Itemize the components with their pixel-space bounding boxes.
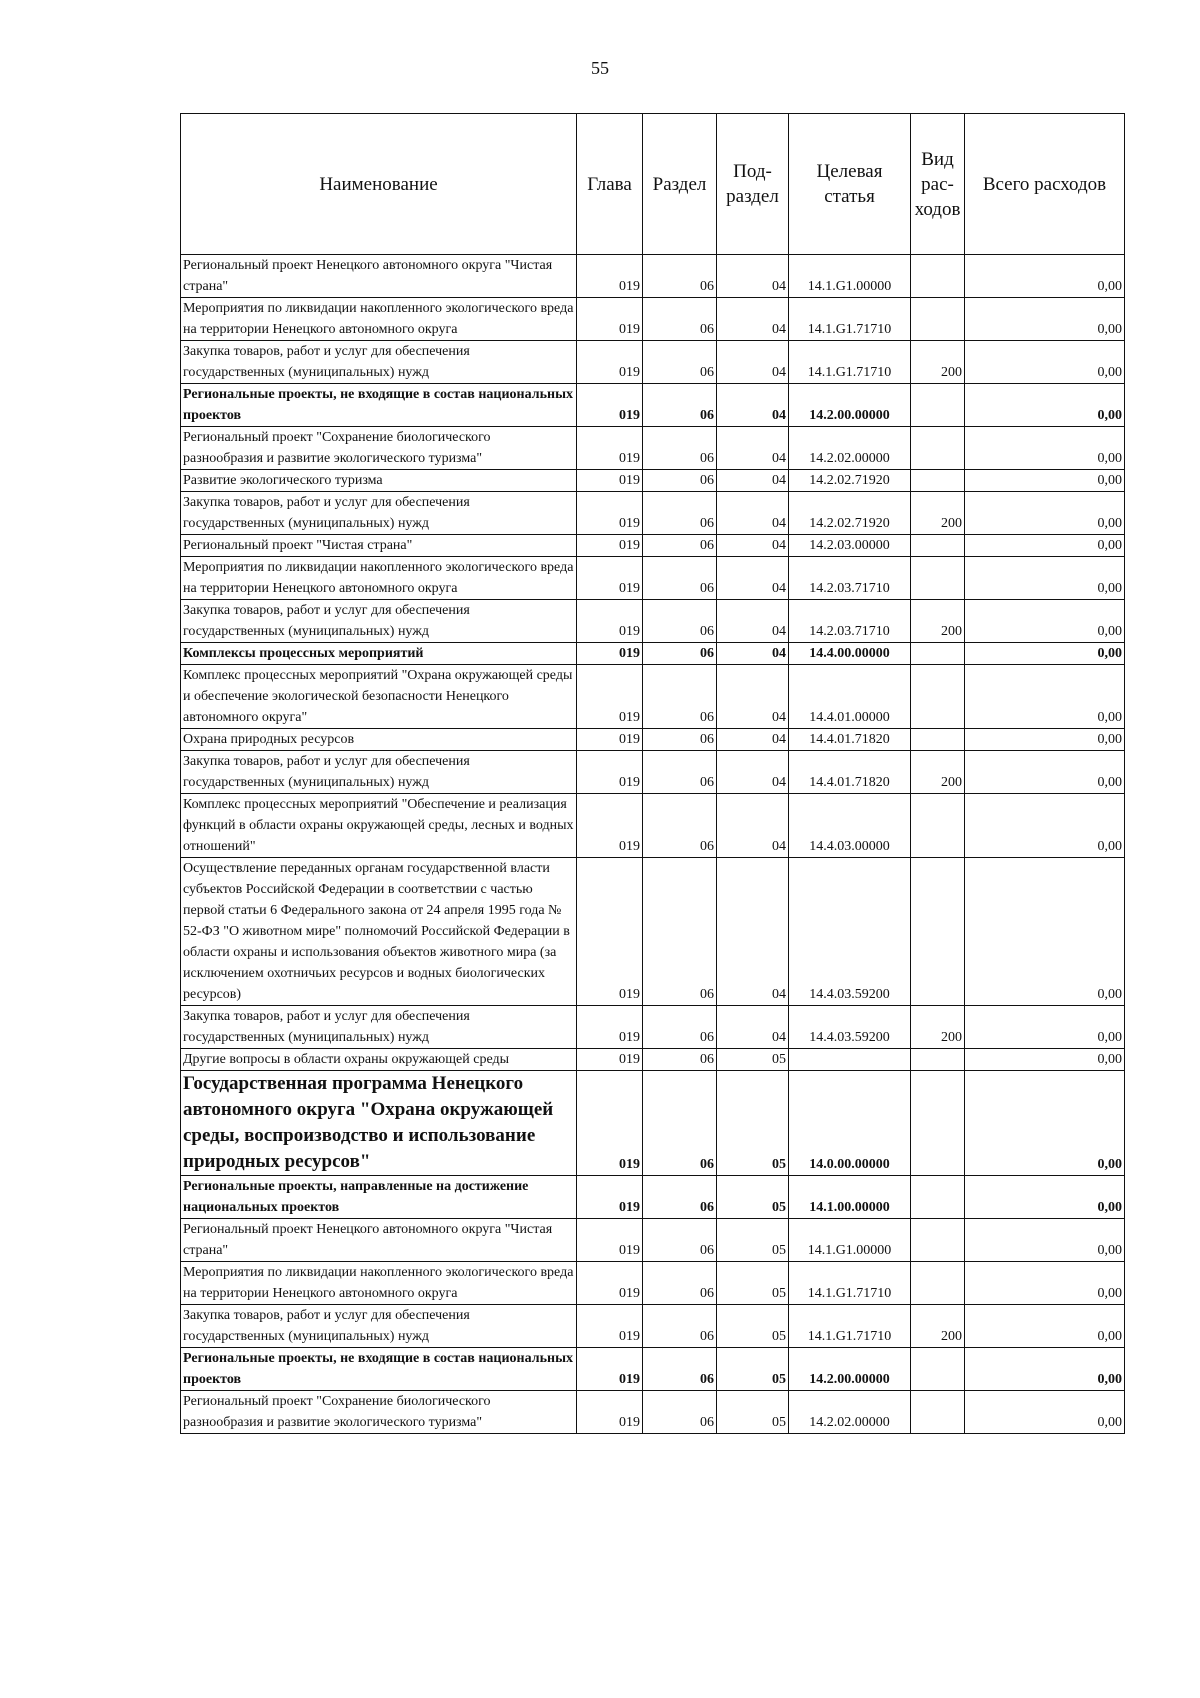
cell-total: 0,00 bbox=[965, 665, 1125, 729]
cell-statya: 14.2.02.71920 bbox=[789, 470, 911, 492]
cell-total: 0,00 bbox=[965, 1391, 1125, 1434]
cell-total: 0,00 bbox=[965, 794, 1125, 858]
cell-razdel: 06 bbox=[643, 1219, 717, 1262]
cell-total: 0,00 bbox=[965, 1305, 1125, 1348]
cell-vid bbox=[911, 1348, 965, 1391]
table-row bbox=[181, 255, 1125, 298]
cell-vid bbox=[911, 858, 965, 1006]
table-row bbox=[181, 1006, 1125, 1049]
cell-razdel: 06 bbox=[643, 1071, 717, 1176]
cell-glava: 019 bbox=[577, 1348, 643, 1391]
cell-razdel: 06 bbox=[643, 255, 717, 298]
cell-vid bbox=[911, 535, 965, 557]
cell-statya: 14.4.03.00000 bbox=[789, 794, 911, 858]
cell-total: 0,00 bbox=[965, 600, 1125, 643]
cell-podrazdel: 04 bbox=[717, 341, 789, 384]
table-row bbox=[181, 1176, 1125, 1219]
cell-razdel: 06 bbox=[643, 1305, 717, 1348]
header-total: Всего расходов bbox=[965, 114, 1125, 255]
table-row bbox=[181, 535, 1125, 557]
cell-podrazdel: 04 bbox=[717, 858, 789, 1006]
cell-vid bbox=[911, 1391, 965, 1434]
cell-vid bbox=[911, 665, 965, 729]
cell-name: Региональный проект "Чистая страна" bbox=[181, 535, 577, 557]
cell-podrazdel: 05 bbox=[717, 1176, 789, 1219]
cell-name: Региональные проекты, не входящие в состав национальных проектов bbox=[181, 384, 577, 427]
cell-vid: 200 bbox=[911, 1006, 965, 1049]
cell-name: Комплекс процессных мероприятий "Охрана окружающей среды и обеспечение экологической безопасности Ненецкого автономного округа" bbox=[181, 665, 577, 729]
cell-glava: 019 bbox=[577, 384, 643, 427]
cell-vid bbox=[911, 1176, 965, 1219]
cell-podrazdel: 05 bbox=[717, 1049, 789, 1071]
cell-razdel: 06 bbox=[643, 427, 717, 470]
cell-statya: 14.2.03.71710 bbox=[789, 600, 911, 643]
cell-razdel: 06 bbox=[643, 1262, 717, 1305]
cell-podrazdel: 04 bbox=[717, 255, 789, 298]
cell-statya: 14.1.G1.71710 bbox=[789, 1305, 911, 1348]
cell-razdel: 06 bbox=[643, 341, 717, 384]
cell-razdel: 06 bbox=[643, 600, 717, 643]
cell-glava: 019 bbox=[577, 341, 643, 384]
cell-statya: 14.1.G1.71710 bbox=[789, 1262, 911, 1305]
cell-vid bbox=[911, 255, 965, 298]
cell-name: Комплекс процессных мероприятий "Обеспечение и реализация функций в области охраны окружающей среды, лесных и водных отношений" bbox=[181, 794, 577, 858]
cell-name: Региональный проект Ненецкого автономного округа "Чистая страна" bbox=[181, 1219, 577, 1262]
table-row bbox=[181, 1219, 1125, 1262]
cell-total: 0,00 bbox=[965, 1176, 1125, 1219]
cell-vid bbox=[911, 298, 965, 341]
cell-razdel: 06 bbox=[643, 492, 717, 535]
table-row bbox=[181, 729, 1125, 751]
table-row bbox=[181, 600, 1125, 643]
header-vid: Вид рас- ходов bbox=[911, 114, 965, 255]
cell-glava: 019 bbox=[577, 1305, 643, 1348]
cell-name: Региональный проект Ненецкого автономного округа "Чистая страна" bbox=[181, 255, 577, 298]
cell-podrazdel: 04 bbox=[717, 298, 789, 341]
cell-vid: 200 bbox=[911, 600, 965, 643]
table-row bbox=[181, 665, 1125, 729]
cell-razdel: 06 bbox=[643, 729, 717, 751]
cell-glava: 019 bbox=[577, 665, 643, 729]
cell-total: 0,00 bbox=[965, 384, 1125, 427]
cell-razdel: 06 bbox=[643, 751, 717, 794]
cell-podrazdel: 05 bbox=[717, 1391, 789, 1434]
cell-name: Государственная программа Ненецкого автономного округа "Охрана окружающей среды, воспроизводство и использование природных ресурсов" bbox=[181, 1071, 577, 1176]
table-row bbox=[181, 384, 1125, 427]
cell-total: 0,00 bbox=[965, 643, 1125, 665]
cell-vid bbox=[911, 1262, 965, 1305]
cell-statya: 14.2.02.00000 bbox=[789, 427, 911, 470]
cell-glava: 019 bbox=[577, 492, 643, 535]
table-header-row bbox=[181, 114, 1125, 255]
cell-vid bbox=[911, 729, 965, 751]
cell-name: Региональные проекты, направленные на достижение национальных проектов bbox=[181, 1176, 577, 1219]
table-row bbox=[181, 1305, 1125, 1348]
cell-podrazdel: 04 bbox=[717, 557, 789, 600]
cell-total: 0,00 bbox=[965, 1348, 1125, 1391]
cell-glava: 019 bbox=[577, 1262, 643, 1305]
cell-razdel: 06 bbox=[643, 1391, 717, 1434]
header-name: Наименование bbox=[181, 114, 577, 255]
cell-name: Региональный проект "Сохранение биологического разнообразия и развитие экологического туризма" bbox=[181, 427, 577, 470]
cell-vid bbox=[911, 384, 965, 427]
cell-name: Комплексы процессных мероприятий bbox=[181, 643, 577, 665]
table-row bbox=[181, 643, 1125, 665]
cell-name: Осуществление переданных органам государственной власти субъектов Российской Федерации в соответствии с частью первой статьи 6 Федерального закона от 24 апреля 1995 года № 52-ФЗ "О животном мире" полномочий Российской Федерации в области охраны и использования объектов животного мира (за исключением охотничьих ресурсов и водных биологических ресурсов) bbox=[181, 858, 577, 1006]
cell-statya: 14.4.01.71820 bbox=[789, 729, 911, 751]
cell-podrazdel: 04 bbox=[717, 470, 789, 492]
cell-statya: 14.1.G1.00000 bbox=[789, 1219, 911, 1262]
cell-name: Закупка товаров, работ и услуг для обеспечения государственных (муниципальных) нужд bbox=[181, 341, 577, 384]
cell-glava: 019 bbox=[577, 470, 643, 492]
cell-statya: 14.2.02.00000 bbox=[789, 1391, 911, 1434]
cell-podrazdel: 05 bbox=[717, 1219, 789, 1262]
cell-vid bbox=[911, 1049, 965, 1071]
table-row bbox=[181, 1071, 1125, 1176]
cell-glava: 019 bbox=[577, 729, 643, 751]
cell-total: 0,00 bbox=[965, 858, 1125, 1006]
cell-vid bbox=[911, 557, 965, 600]
cell-statya: 14.4.03.59200 bbox=[789, 1006, 911, 1049]
cell-glava: 019 bbox=[577, 1071, 643, 1176]
cell-total: 0,00 bbox=[965, 1049, 1125, 1071]
table-row bbox=[181, 557, 1125, 600]
table-row bbox=[181, 1348, 1125, 1391]
cell-total: 0,00 bbox=[965, 427, 1125, 470]
cell-razdel: 06 bbox=[643, 535, 717, 557]
cell-podrazdel: 04 bbox=[717, 751, 789, 794]
cell-name: Закупка товаров, работ и услуг для обеспечения государственных (муниципальных) нужд bbox=[181, 1006, 577, 1049]
cell-statya: 14.4.00.00000 bbox=[789, 643, 911, 665]
cell-razdel: 06 bbox=[643, 470, 717, 492]
cell-name: Закупка товаров, работ и услуг для обеспечения государственных (муниципальных) нужд bbox=[181, 600, 577, 643]
cell-statya: 14.4.01.00000 bbox=[789, 665, 911, 729]
table-row bbox=[181, 858, 1125, 1006]
cell-vid: 200 bbox=[911, 341, 965, 384]
cell-podrazdel: 04 bbox=[717, 665, 789, 729]
cell-podrazdel: 04 bbox=[717, 427, 789, 470]
cell-glava: 019 bbox=[577, 1391, 643, 1434]
cell-glava: 019 bbox=[577, 427, 643, 470]
cell-glava: 019 bbox=[577, 1219, 643, 1262]
cell-razdel: 06 bbox=[643, 1049, 717, 1071]
cell-vid bbox=[911, 470, 965, 492]
cell-total: 0,00 bbox=[965, 1262, 1125, 1305]
cell-glava: 019 bbox=[577, 751, 643, 794]
header-podrazdel: Под- раздел bbox=[717, 114, 789, 255]
cell-glava: 019 bbox=[577, 298, 643, 341]
cell-name: Мероприятия по ликвидации накопленного экологического вреда на территории Ненецкого автономного округа bbox=[181, 557, 577, 600]
cell-total: 0,00 bbox=[965, 751, 1125, 794]
cell-glava: 019 bbox=[577, 1049, 643, 1071]
header-glava: Глава bbox=[577, 114, 643, 255]
cell-glava: 019 bbox=[577, 858, 643, 1006]
cell-vid bbox=[911, 794, 965, 858]
cell-razdel: 06 bbox=[643, 1176, 717, 1219]
cell-razdel: 06 bbox=[643, 858, 717, 1006]
cell-name: Другие вопросы в области охраны окружающей среды bbox=[181, 1049, 577, 1071]
cell-razdel: 06 bbox=[643, 1006, 717, 1049]
cell-statya: 14.4.03.59200 bbox=[789, 858, 911, 1006]
cell-total: 0,00 bbox=[965, 470, 1125, 492]
page-number: 55 bbox=[591, 58, 609, 78]
cell-podrazdel: 04 bbox=[717, 729, 789, 751]
cell-razdel: 06 bbox=[643, 384, 717, 427]
cell-razdel: 06 bbox=[643, 557, 717, 600]
cell-name: Региональные проекты, не входящие в состав национальных проектов bbox=[181, 1348, 577, 1391]
cell-total: 0,00 bbox=[965, 492, 1125, 535]
cell-total: 0,00 bbox=[965, 298, 1125, 341]
table-row bbox=[181, 1391, 1125, 1434]
table-row bbox=[181, 298, 1125, 341]
cell-podrazdel: 05 bbox=[717, 1348, 789, 1391]
cell-vid bbox=[911, 1071, 965, 1176]
cell-glava: 019 bbox=[577, 643, 643, 665]
cell-glava: 019 bbox=[577, 535, 643, 557]
table-row bbox=[181, 751, 1125, 794]
cell-vid bbox=[911, 1219, 965, 1262]
cell-total: 0,00 bbox=[965, 729, 1125, 751]
cell-glava: 019 bbox=[577, 255, 643, 298]
cell-name: Закупка товаров, работ и услуг для обеспечения государственных (муниципальных) нужд bbox=[181, 1305, 577, 1348]
cell-glava: 019 bbox=[577, 1176, 643, 1219]
cell-vid bbox=[911, 427, 965, 470]
cell-glava: 019 bbox=[577, 557, 643, 600]
cell-statya: 14.1.G1.00000 bbox=[789, 255, 911, 298]
table-row bbox=[181, 341, 1125, 384]
table-row bbox=[181, 1049, 1125, 1071]
cell-glava: 019 bbox=[577, 1006, 643, 1049]
cell-vid: 200 bbox=[911, 492, 965, 535]
cell-podrazdel: 04 bbox=[717, 1006, 789, 1049]
cell-podrazdel: 04 bbox=[717, 600, 789, 643]
cell-podrazdel: 05 bbox=[717, 1262, 789, 1305]
cell-name: Мероприятия по ликвидации накопленного экологического вреда на территории Ненецкого автономного округа bbox=[181, 1262, 577, 1305]
cell-statya: 14.2.02.71920 bbox=[789, 492, 911, 535]
cell-statya: 14.2.03.00000 bbox=[789, 535, 911, 557]
cell-total: 0,00 bbox=[965, 1006, 1125, 1049]
cell-name: Закупка товаров, работ и услуг для обеспечения государственных (муниципальных) нужд bbox=[181, 751, 577, 794]
cell-total: 0,00 bbox=[965, 255, 1125, 298]
cell-total: 0,00 bbox=[965, 341, 1125, 384]
cell-statya: 14.1.G1.71710 bbox=[789, 341, 911, 384]
table-body bbox=[181, 255, 1125, 1434]
cell-vid: 200 bbox=[911, 751, 965, 794]
cell-name: Региональный проект "Сохранение биологического разнообразия и развитие экологического туризма" bbox=[181, 1391, 577, 1434]
budget-table bbox=[180, 113, 1125, 1434]
cell-statya bbox=[789, 1049, 911, 1071]
cell-total: 0,00 bbox=[965, 557, 1125, 600]
cell-razdel: 06 bbox=[643, 298, 717, 341]
table-row bbox=[181, 492, 1125, 535]
cell-razdel: 06 bbox=[643, 643, 717, 665]
table-row bbox=[181, 427, 1125, 470]
cell-statya: 14.2.00.00000 bbox=[789, 384, 911, 427]
cell-total: 0,00 bbox=[965, 1071, 1125, 1176]
cell-name: Мероприятия по ликвидации накопленного экологического вреда на территории Ненецкого автономного округа bbox=[181, 298, 577, 341]
cell-statya: 14.1.00.00000 bbox=[789, 1176, 911, 1219]
cell-statya: 14.2.00.00000 bbox=[789, 1348, 911, 1391]
cell-name: Развитие экологического туризма bbox=[181, 470, 577, 492]
cell-podrazdel: 05 bbox=[717, 1305, 789, 1348]
cell-podrazdel: 04 bbox=[717, 492, 789, 535]
cell-podrazdel: 04 bbox=[717, 794, 789, 858]
cell-razdel: 06 bbox=[643, 1348, 717, 1391]
cell-statya: 14.0.00.00000 bbox=[789, 1071, 911, 1176]
cell-razdel: 06 bbox=[643, 665, 717, 729]
cell-razdel: 06 bbox=[643, 794, 717, 858]
table-row bbox=[181, 470, 1125, 492]
header-razdel: Раздел bbox=[643, 114, 717, 255]
cell-total: 0,00 bbox=[965, 1219, 1125, 1262]
cell-statya: 14.4.01.71820 bbox=[789, 751, 911, 794]
cell-total: 0,00 bbox=[965, 535, 1125, 557]
cell-podrazdel: 05 bbox=[717, 1071, 789, 1176]
cell-glava: 019 bbox=[577, 600, 643, 643]
cell-podrazdel: 04 bbox=[717, 384, 789, 427]
cell-vid: 200 bbox=[911, 1305, 965, 1348]
cell-podrazdel: 04 bbox=[717, 535, 789, 557]
cell-statya: 14.2.03.71710 bbox=[789, 557, 911, 600]
table-row bbox=[181, 794, 1125, 858]
header-statya: Целевая статья bbox=[789, 114, 911, 255]
cell-statya: 14.1.G1.71710 bbox=[789, 298, 911, 341]
cell-glava: 019 bbox=[577, 794, 643, 858]
cell-name: Охрана природных ресурсов bbox=[181, 729, 577, 751]
cell-name: Закупка товаров, работ и услуг для обеспечения государственных (муниципальных) нужд bbox=[181, 492, 577, 535]
cell-vid bbox=[911, 643, 965, 665]
cell-podrazdel: 04 bbox=[717, 643, 789, 665]
table-row bbox=[181, 1262, 1125, 1305]
